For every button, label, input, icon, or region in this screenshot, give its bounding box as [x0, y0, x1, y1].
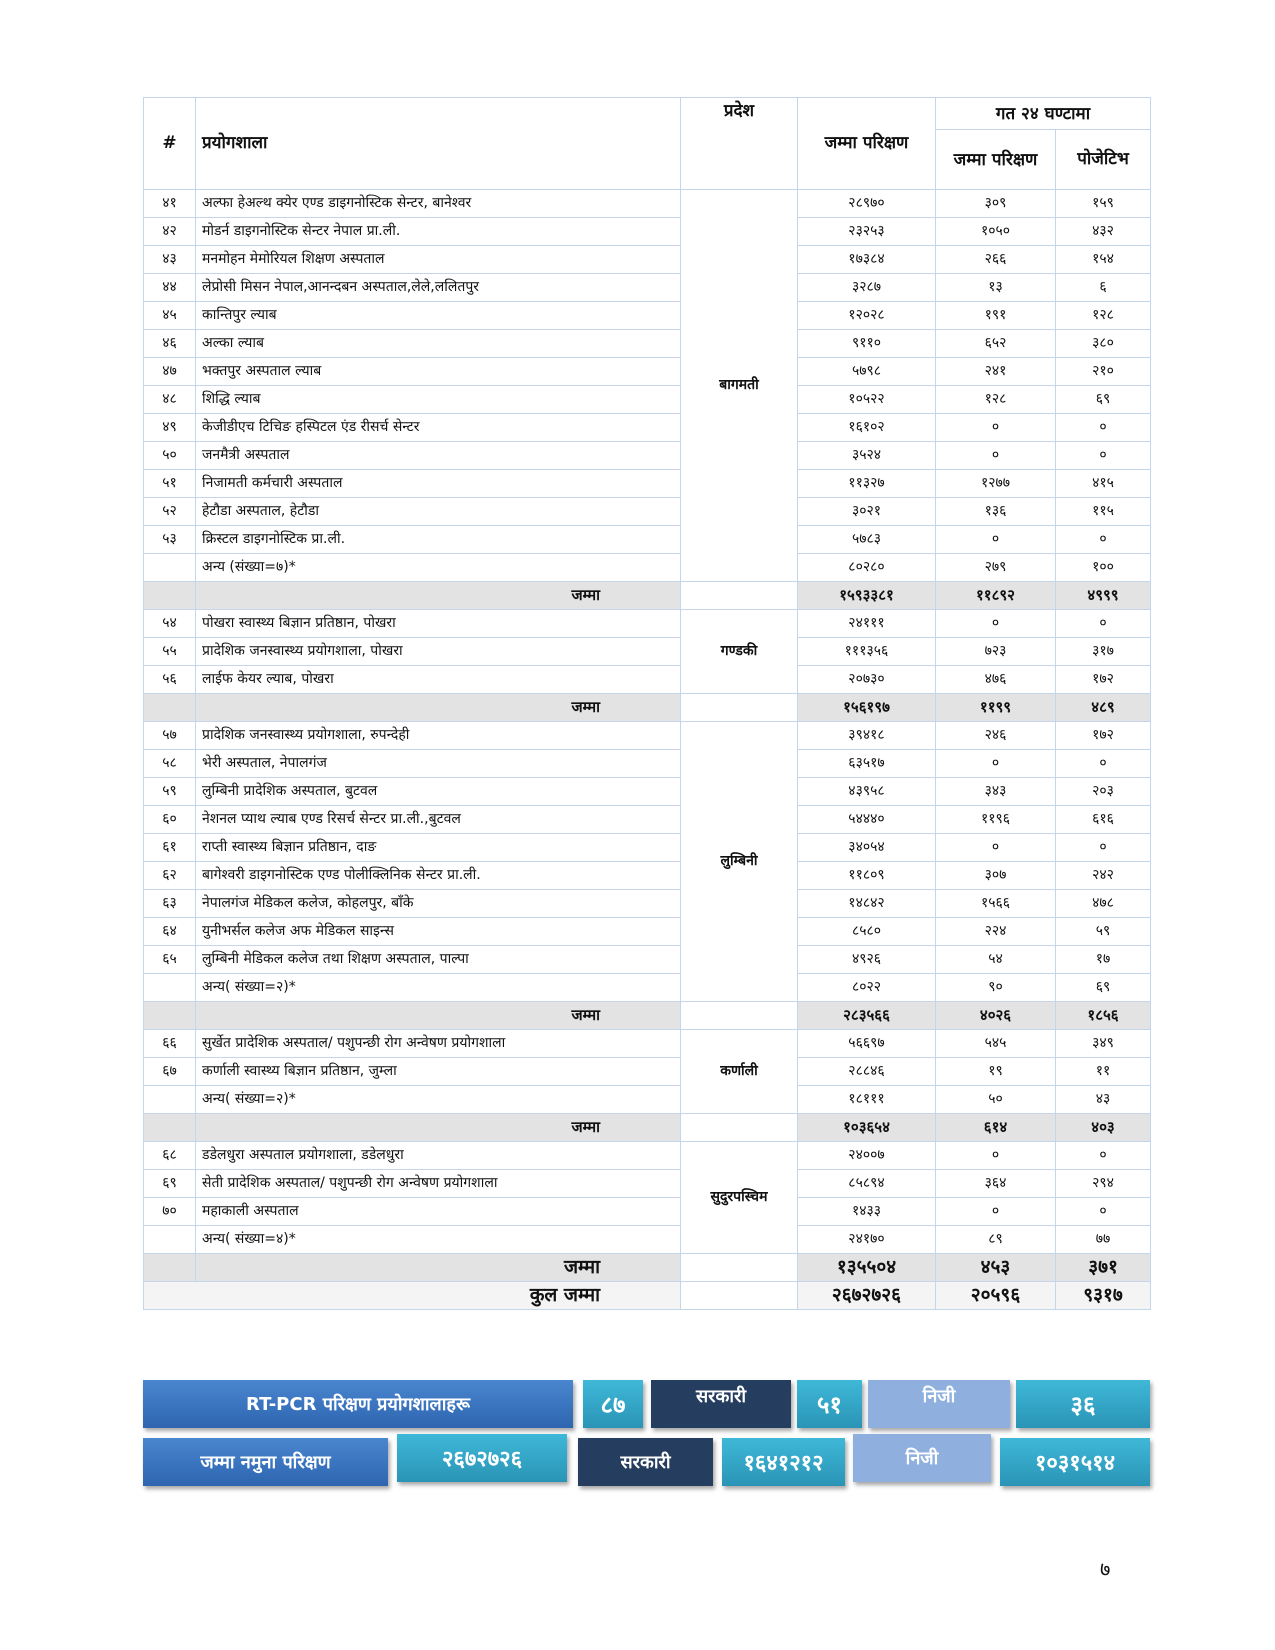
- last24-tests: १९१: [936, 302, 1056, 330]
- subtotal-label: जम्मा: [196, 1114, 681, 1142]
- last24-tests: १०५०: [936, 218, 1056, 246]
- total-tests: ५६६९७: [798, 1030, 936, 1058]
- lab-test-table: [143, 97, 1151, 1310]
- subtotal-last24: ४५३: [936, 1254, 1056, 1282]
- last24-positive: ४१५: [1056, 470, 1151, 498]
- last24-positive: ४७८: [1056, 890, 1151, 918]
- last24-tests: १३: [936, 274, 1056, 302]
- table-row: [144, 974, 1151, 1002]
- last24-positive: ६: [1056, 274, 1151, 302]
- subtotal-total: १५६१९७: [798, 694, 936, 722]
- total-tests: ९११०: [798, 330, 936, 358]
- header-lab: प्रयोगशाला: [196, 98, 681, 190]
- last24-tests: २४१: [936, 358, 1056, 386]
- total-tests: २४१११: [798, 610, 936, 638]
- row-number: ४६: [144, 330, 196, 358]
- subtotal-positive: ४९९९: [1056, 582, 1151, 610]
- table-row: [144, 498, 1151, 526]
- last24-tests: ०: [936, 414, 1056, 442]
- private-labs-count: ३६: [1016, 1380, 1150, 1428]
- lab-name: अल्फा हेअल्थ क्येर एण्ड डाइगनोस्टिक सेन्टर, बानेश्वर: [196, 190, 681, 218]
- row-number: [144, 1226, 196, 1254]
- lab-name: राप्ती स्वास्थ्य बिज्ञान प्रतिष्ठान, दाङ: [196, 834, 681, 862]
- subtotal-province-blank: [681, 1114, 798, 1142]
- total-tests: २८८४६: [798, 1058, 936, 1086]
- last24-tests: ३०९: [936, 190, 1056, 218]
- row-number: ५३: [144, 526, 196, 554]
- row-number: ५८: [144, 750, 196, 778]
- row-number: ५१: [144, 470, 196, 498]
- total-tests: ५४४४०: [798, 806, 936, 834]
- table-row: [144, 218, 1151, 246]
- total-tests: ११३२७: [798, 470, 936, 498]
- last24-positive: ०: [1056, 526, 1151, 554]
- table-row: [144, 834, 1151, 862]
- total-tests: ३२८७: [798, 274, 936, 302]
- last24-tests: १९: [936, 1058, 1056, 1086]
- last24-tests: ६५२: [936, 330, 1056, 358]
- row-number: ४१: [144, 190, 196, 218]
- last24-positive: ४३२: [1056, 218, 1151, 246]
- grand-total-label: कुल जम्मा: [144, 1282, 681, 1310]
- province-name: बागमती: [681, 190, 798, 582]
- table-row: [144, 302, 1151, 330]
- total-samples-count: २६७२७२६: [397, 1434, 567, 1482]
- last24-positive: ०: [1056, 1198, 1151, 1226]
- total-tests: २३२५३: [798, 218, 936, 246]
- lab-name: क्रिस्टल डाइगनोस्टिक प्रा.ली.: [196, 526, 681, 554]
- subtotal-province-blank: [681, 1002, 798, 1030]
- last24-tests: ३०७: [936, 862, 1056, 890]
- gov-labs-count: ५१: [797, 1380, 862, 1428]
- lab-name: युनीभर्सल कलेज अफ मेडिकल साइन्स: [196, 918, 681, 946]
- row-number: ६६: [144, 1030, 196, 1058]
- total-tests: ८०२८०: [798, 554, 936, 582]
- row-number: ६२: [144, 862, 196, 890]
- last24-positive: २४२: [1056, 862, 1151, 890]
- last24-tests: ३६४: [936, 1170, 1056, 1198]
- subtotal-province-blank: [681, 1254, 798, 1282]
- subtotal-spacer: [144, 1254, 196, 1282]
- lab-name: नेपालगंज मेडिकल कलेज, कोहलपुर, बाँके: [196, 890, 681, 918]
- grand-total-blank: [681, 1282, 798, 1310]
- subtotal-total: १०३६५४: [798, 1114, 936, 1142]
- table-row: [144, 274, 1151, 302]
- row-number: [144, 974, 196, 1002]
- total-tests: ५७८३: [798, 526, 936, 554]
- total-tests: ३९४१८: [798, 722, 936, 750]
- row-number: ६७: [144, 1058, 196, 1086]
- last24-positive: ०: [1056, 1142, 1151, 1170]
- row-number: [144, 1086, 196, 1114]
- last24-positive: ०: [1056, 750, 1151, 778]
- last24-positive: ०: [1056, 834, 1151, 862]
- table-row: [144, 442, 1151, 470]
- header-last24-total: जम्मा परिक्षण: [936, 130, 1056, 190]
- last24-positive: ७७: [1056, 1226, 1151, 1254]
- private-samples-label: निजी: [853, 1434, 991, 1482]
- gov-samples-count: १६४१२१२: [722, 1438, 845, 1486]
- total-tests: २४१७०: [798, 1226, 936, 1254]
- row-number: ४५: [144, 302, 196, 330]
- lab-name: लेप्रोसी मिसन नेपाल,आनन्दबन अस्पताल,लेले,ललितपुर: [196, 274, 681, 302]
- subtotal-total: २८३५६६: [798, 1002, 936, 1030]
- lab-name: लाईफ केयर ल्याब, पोखरा: [196, 666, 681, 694]
- last24-positive: १५४: [1056, 246, 1151, 274]
- subtotal-spacer: [144, 582, 196, 610]
- lab-name: बागेश्वरी डाइगनोस्टिक एण्ड पोलीक्लिनिक सेन्टर प्रा.ली.: [196, 862, 681, 890]
- lab-name: हेटौडा अस्पताल, हेटौडा: [196, 498, 681, 526]
- subtotal-last24: ६१४: [936, 1114, 1056, 1142]
- lab-name: लुम्बिनी प्रादेशिक अस्पताल, बुटवल: [196, 778, 681, 806]
- subtotal-positive: ४०३: [1056, 1114, 1151, 1142]
- last24-tests: ८९: [936, 1226, 1056, 1254]
- total-tests: १०५२२: [798, 386, 936, 414]
- table-row: [144, 946, 1151, 974]
- total-tests: ५७९८: [798, 358, 936, 386]
- last24-tests: ०: [936, 1142, 1056, 1170]
- total-tests: १४८४२: [798, 890, 936, 918]
- province-name: लुम्बिनी: [681, 722, 798, 1002]
- total-tests: १६१०२: [798, 414, 936, 442]
- last24-tests: ११९६: [936, 806, 1056, 834]
- header-last24-positive: पोजेटिभ: [1056, 130, 1151, 190]
- subtotal-spacer: [144, 1002, 196, 1030]
- last24-tests: ०: [936, 610, 1056, 638]
- subtotal-label: जम्मा: [196, 1002, 681, 1030]
- lab-name: केजीडीएच टिचिङ हस्पिटल एंड रीसर्च सेन्टर: [196, 414, 681, 442]
- total-tests: १७३८४: [798, 246, 936, 274]
- lab-name: भेरी अस्पताल, नेपालगंज: [196, 750, 681, 778]
- subtotal-last24: ११८९२: [936, 582, 1056, 610]
- table-row: [144, 554, 1151, 582]
- last24-positive: ५९: [1056, 918, 1151, 946]
- gov-samples-label: सरकारी: [578, 1438, 713, 1486]
- last24-positive: २९४: [1056, 1170, 1151, 1198]
- table-row: [144, 1142, 1151, 1170]
- last24-tests: २४६: [936, 722, 1056, 750]
- table-row: [144, 750, 1151, 778]
- lab-name: भक्तपुर अस्पताल ल्याब: [196, 358, 681, 386]
- row-number: ६०: [144, 806, 196, 834]
- private-samples-count: १०३१५१४: [1000, 1438, 1150, 1486]
- last24-tests: ०: [936, 442, 1056, 470]
- last24-tests: ०: [936, 1198, 1056, 1226]
- total-tests: ४९२६: [798, 946, 936, 974]
- lab-name: पोखरा स्वास्थ्य बिज्ञान प्रतिष्ठान, पोखरा: [196, 610, 681, 638]
- private-labs-label: निजी: [868, 1380, 1010, 1428]
- total-tests: ६३५१७: [798, 750, 936, 778]
- last24-tests: १२७७: [936, 470, 1056, 498]
- subtotal-label: जम्मा: [196, 1254, 681, 1282]
- grand-total-total: २६७२७२६: [798, 1282, 936, 1310]
- last24-tests: ५४५: [936, 1030, 1056, 1058]
- grand-total-row: [144, 1282, 1151, 1310]
- table-row: [144, 358, 1151, 386]
- lab-name: डडेलधुरा अस्पताल प्रयोगशाला, डडेलधुरा: [196, 1142, 681, 1170]
- grand-total-positive: ९३१७: [1056, 1282, 1151, 1310]
- total-tests: २८९७०: [798, 190, 936, 218]
- row-number: ४८: [144, 386, 196, 414]
- subtotal-province-blank: [681, 694, 798, 722]
- rtpcr-labs-count: ८७: [583, 1380, 643, 1428]
- lab-name: निजामती कर्मचारी अस्पताल: [196, 470, 681, 498]
- row-number: ७०: [144, 1198, 196, 1226]
- total-tests: ८५८९४: [798, 1170, 936, 1198]
- last24-positive: १५९: [1056, 190, 1151, 218]
- last24-tests: ४७६: [936, 666, 1056, 694]
- last24-positive: ११: [1056, 1058, 1151, 1086]
- last24-positive: १७: [1056, 946, 1151, 974]
- row-number: ४२: [144, 218, 196, 246]
- row-number: ५०: [144, 442, 196, 470]
- table-body: [144, 190, 1151, 1310]
- last24-tests: १२८: [936, 386, 1056, 414]
- subtotal-province-blank: [681, 582, 798, 610]
- last24-positive: ४३: [1056, 1086, 1151, 1114]
- last24-tests: ७२३: [936, 638, 1056, 666]
- row-number: ५५: [144, 638, 196, 666]
- table-row: [144, 778, 1151, 806]
- subtotal-row: [144, 582, 1151, 610]
- subtotal-last24: ४०२६: [936, 1002, 1056, 1030]
- row-number: ६४: [144, 918, 196, 946]
- total-tests: १४३३: [798, 1198, 936, 1226]
- lab-name: कान्तिपुर ल्याब: [196, 302, 681, 330]
- last24-tests: ५०: [936, 1086, 1056, 1114]
- total-tests: १११३५६: [798, 638, 936, 666]
- header-total-tests: जम्मा परिक्षण: [798, 98, 936, 190]
- subtotal-spacer: [144, 694, 196, 722]
- row-number: ४७: [144, 358, 196, 386]
- subtotal-row: [144, 694, 1151, 722]
- subtotal-positive: ४८९: [1056, 694, 1151, 722]
- last24-positive: ६९: [1056, 974, 1151, 1002]
- lab-name: अल्का ल्याब: [196, 330, 681, 358]
- province-name: गण्डकी: [681, 610, 798, 694]
- last24-positive: १००: [1056, 554, 1151, 582]
- row-number: ४३: [144, 246, 196, 274]
- last24-positive: ०: [1056, 414, 1151, 442]
- last24-positive: ६१६: [1056, 806, 1151, 834]
- row-number: ५७: [144, 722, 196, 750]
- row-number: ६१: [144, 834, 196, 862]
- lab-name: मनमोहन मेमोरियल शिक्षण अस्पताल: [196, 246, 681, 274]
- total-tests: २०७३०: [798, 666, 936, 694]
- last24-tests: ५४: [936, 946, 1056, 974]
- lab-name: महाकाली अस्पताल: [196, 1198, 681, 1226]
- table-row: [144, 1030, 1151, 1058]
- total-tests: ४३९५८: [798, 778, 936, 806]
- table-row: [144, 1086, 1151, 1114]
- row-number: ६८: [144, 1142, 196, 1170]
- last24-positive: ३१७: [1056, 638, 1151, 666]
- province-name: कर्णाली: [681, 1030, 798, 1114]
- last24-tests: ०: [936, 750, 1056, 778]
- last24-tests: २२४: [936, 918, 1056, 946]
- total-tests: ८०२२: [798, 974, 936, 1002]
- last24-tests: २६६: [936, 246, 1056, 274]
- row-number: ४९: [144, 414, 196, 442]
- last24-positive: ०: [1056, 610, 1151, 638]
- row-number: ६३: [144, 890, 196, 918]
- gov-labs-label: सरकारी: [651, 1380, 791, 1428]
- table-row: [144, 610, 1151, 638]
- table-row: [144, 526, 1151, 554]
- subtotal-total: १३५५०४: [798, 1254, 936, 1282]
- table-row: [144, 806, 1151, 834]
- total-samples-label: जम्मा नमुना परिक्षण: [143, 1438, 388, 1486]
- lab-name: कर्णाली स्वास्थ्य बिज्ञान प्रतिष्ठान, जुम्ला: [196, 1058, 681, 1086]
- table-row: [144, 414, 1151, 442]
- page-number: ७: [1100, 1557, 1111, 1581]
- last24-tests: ०: [936, 834, 1056, 862]
- last24-positive: २१०: [1056, 358, 1151, 386]
- header-last24: गत २४ घण्टामा: [936, 98, 1151, 130]
- table-row: [144, 890, 1151, 918]
- table-row: [144, 666, 1151, 694]
- table-row: [144, 1058, 1151, 1086]
- last24-positive: २०३: [1056, 778, 1151, 806]
- row-number: ५९: [144, 778, 196, 806]
- subtotal-spacer: [144, 1114, 196, 1142]
- table-row: [144, 918, 1151, 946]
- lab-name: अन्य (संख्या=७)*: [196, 554, 681, 582]
- last24-tests: १५६६: [936, 890, 1056, 918]
- subtotal-row: [144, 1114, 1151, 1142]
- grand-total-last24: २०५९६: [936, 1282, 1056, 1310]
- row-number: ४४: [144, 274, 196, 302]
- total-tests: ३५२४: [798, 442, 936, 470]
- row-number: ६५: [144, 946, 196, 974]
- subtotal-row: [144, 1002, 1151, 1030]
- lab-name: नेशनल प्याथ ल्याब एण्ड रिसर्च सेन्टर प्रा.ली.,बुटवल: [196, 806, 681, 834]
- total-tests: ८५८०: [798, 918, 936, 946]
- rtpcr-labs-label: RT-PCR परिक्षण प्रयोगशालाहरू: [143, 1380, 573, 1428]
- subtotal-row: [144, 1254, 1151, 1282]
- subtotal-positive: ३७१: [1056, 1254, 1151, 1282]
- table-row: [144, 638, 1151, 666]
- table-row: [144, 386, 1151, 414]
- lab-name: अन्य( संख्या=२)*: [196, 1086, 681, 1114]
- last24-positive: ११५: [1056, 498, 1151, 526]
- table-row: [144, 470, 1151, 498]
- lab-name: सेती प्रादेशिक अस्पताल/ पशुपन्छी रोग अन्वेषण प्रयोगशाला: [196, 1170, 681, 1198]
- last24-tests: ०: [936, 526, 1056, 554]
- table-row: [144, 246, 1151, 274]
- row-number: ६९: [144, 1170, 196, 1198]
- lab-name: मोडर्न डाइगनोस्टिक सेन्टर नेपाल प्रा.ली.: [196, 218, 681, 246]
- table-row: [144, 862, 1151, 890]
- subtotal-total: १५९३३८१: [798, 582, 936, 610]
- last24-tests: ३४३: [936, 778, 1056, 806]
- total-tests: १८१११: [798, 1086, 936, 1114]
- last24-tests: २७९: [936, 554, 1056, 582]
- row-number: ५२: [144, 498, 196, 526]
- row-number: ५६: [144, 666, 196, 694]
- subtotal-label: जम्मा: [196, 582, 681, 610]
- total-tests: १२०२८: [798, 302, 936, 330]
- last24-tests: १३६: [936, 498, 1056, 526]
- lab-name: प्रादेशिक जनस्वास्थ्य प्रयोगशाला, पोखरा: [196, 638, 681, 666]
- total-tests: ३०२१: [798, 498, 936, 526]
- last24-positive: १२८: [1056, 302, 1151, 330]
- last24-positive: १७२: [1056, 666, 1151, 694]
- lab-name: शिद्धि ल्याब: [196, 386, 681, 414]
- last24-positive: ६९: [1056, 386, 1151, 414]
- table-row: [144, 722, 1151, 750]
- lab-name: प्रादेशिक जनस्वास्थ्य प्रयोगशाला, रुपन्देही: [196, 722, 681, 750]
- table-row: [144, 1226, 1151, 1254]
- table-row: [144, 330, 1151, 358]
- subtotal-label: जम्मा: [196, 694, 681, 722]
- total-tests: ३४०५४: [798, 834, 936, 862]
- last24-positive: ०: [1056, 442, 1151, 470]
- last24-positive: ३४९: [1056, 1030, 1151, 1058]
- last24-tests: ९०: [936, 974, 1056, 1002]
- table-row: [144, 1198, 1151, 1226]
- lab-name: अन्य( संख्या=४)*: [196, 1226, 681, 1254]
- lab-name: लुम्बिनी मेडिकल कलेज तथा शिक्षण अस्पताल, पाल्पा: [196, 946, 681, 974]
- header-province: प्रदेश: [681, 98, 798, 190]
- province-name: सुदुरपस्चिम: [681, 1142, 798, 1254]
- lab-name: जनमैत्री अस्पताल: [196, 442, 681, 470]
- total-tests: ११८०९: [798, 862, 936, 890]
- table-row: [144, 190, 1151, 218]
- lab-name: सुर्खेत प्रादेशिक अस्पताल/ पशुपन्छी रोग अन्वेषण प्रयोगशाला: [196, 1030, 681, 1058]
- total-tests: २४००७: [798, 1142, 936, 1170]
- row-number: ५४: [144, 610, 196, 638]
- subtotal-last24: ११९९: [936, 694, 1056, 722]
- table-row: [144, 1170, 1151, 1198]
- lab-name: अन्य( संख्या=२)*: [196, 974, 681, 1002]
- subtotal-positive: १८५६: [1056, 1002, 1151, 1030]
- row-number: [144, 554, 196, 582]
- header-number: #: [144, 98, 196, 190]
- last24-positive: १७२: [1056, 722, 1151, 750]
- last24-positive: ३८०: [1056, 330, 1151, 358]
